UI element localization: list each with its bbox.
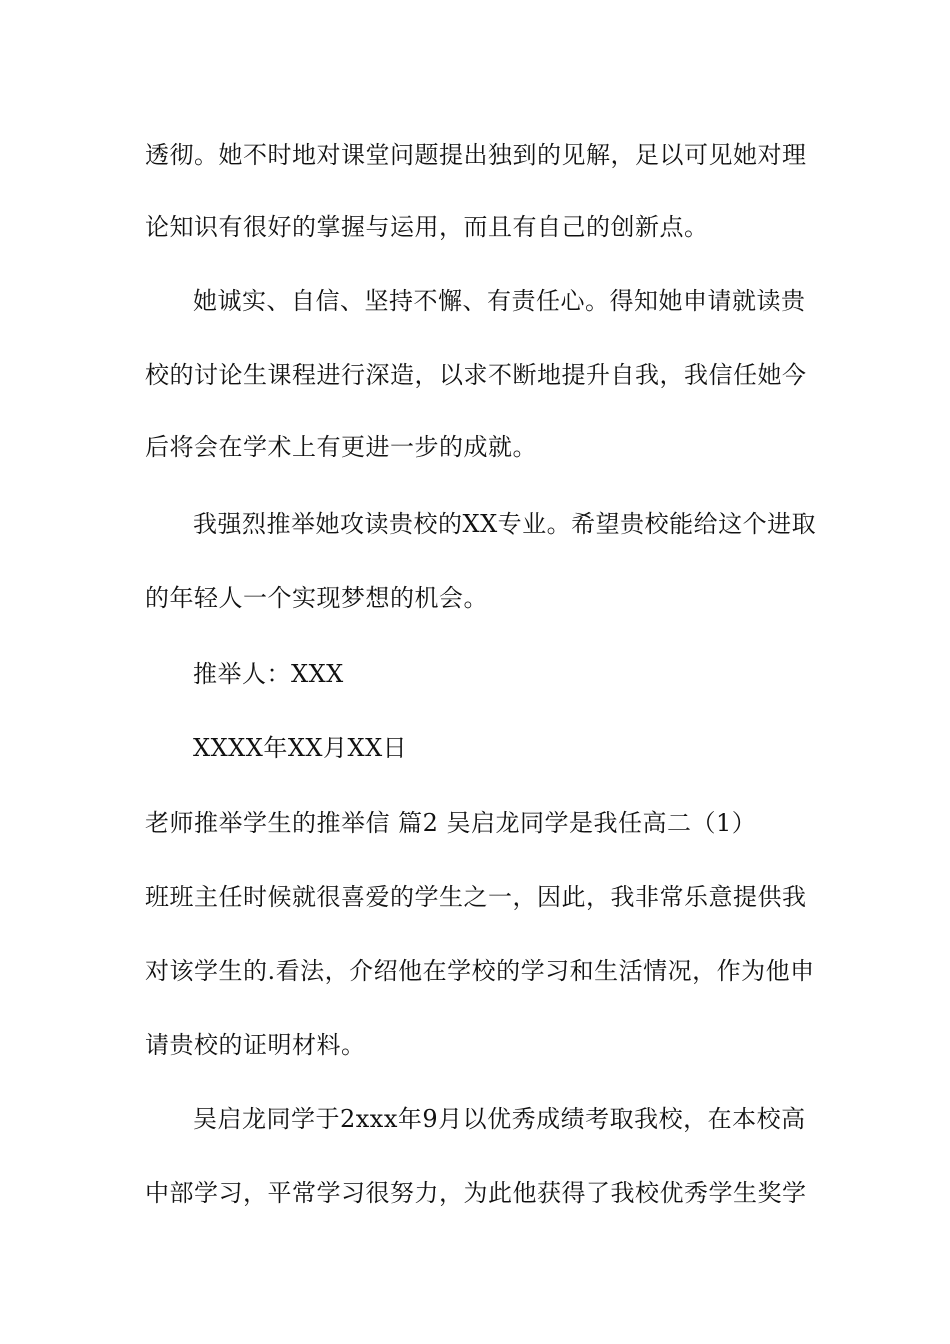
- paragraph-start-line: 我强烈推举她攻读贵校的XX专业。希望贵校能给这个进取: [193, 510, 817, 538]
- text-line: 论知识有很好的掌握与运用，而且有自己的创新点。: [145, 213, 709, 241]
- text-line: 后将会在学术上有更进一步的成就。: [145, 433, 537, 461]
- paragraph-start-line: 吴启龙同学于2xxx年9月以优秀成绩考取我校，在本校高: [193, 1105, 806, 1133]
- section-title-line: 老师推举学生的推举信 篇2 吴启龙同学是我任高二（1）: [145, 809, 757, 837]
- text-line: 中部学习，平常学习很努力，为此他获得了我校优秀学生奖学: [145, 1179, 807, 1207]
- text-line: 透彻。她不时地对课堂问题提出独到的见解，足以可见她对理: [145, 141, 807, 169]
- date-line: XXXX年XX月XX日: [193, 734, 408, 762]
- text-line: 校的讨论生课程进行深造，以求不断地提升自我，我信任她今: [145, 361, 807, 389]
- text-line: 班班主任时候就很喜爱的学生之一，因此，我非常乐意提供我: [145, 883, 807, 911]
- text-line: 请贵校的证明材料。: [145, 1031, 366, 1059]
- text-line: 的年轻人一个实现梦想的机会。: [145, 584, 488, 612]
- text-line: 对该学生的.看法，介绍他在学校的学习和生活情况，作为他申: [145, 957, 815, 985]
- paragraph-start-line: 她诚实、自信、坚持不懈、有责任心。得知她申请就读贵: [193, 287, 806, 315]
- recommender-line: 推举人：XXX: [193, 660, 344, 688]
